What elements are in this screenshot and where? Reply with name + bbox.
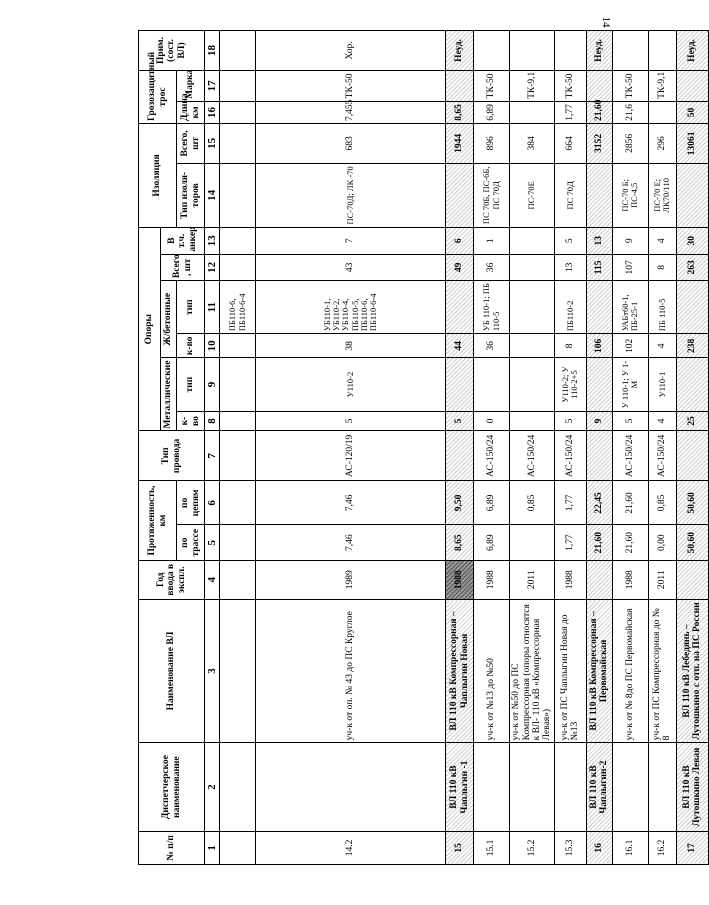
table-cell-c9	[586, 358, 612, 411]
table-cell-c5: 6,89	[474, 525, 510, 560]
header-num: № п/п	[139, 831, 205, 864]
table-cell-c16: 7,455	[256, 101, 446, 123]
table-cell-c13	[220, 227, 256, 254]
table-cell-c12: 43	[256, 254, 446, 281]
table-cell-c13: 9	[612, 227, 648, 254]
table-cell-c11: ПБ110-2	[554, 281, 586, 334]
table-cell-c7	[676, 431, 708, 481]
table-cell-c7: АС-150/24	[612, 431, 648, 481]
table-cell-c16: 21,6	[612, 101, 648, 123]
table-cell-c9	[220, 358, 256, 411]
table-cell-c8: 5	[554, 411, 586, 431]
table-cell-c11	[676, 281, 708, 334]
table-cell-c18: Хор.	[256, 31, 446, 71]
table-row	[648, 31, 676, 865]
table-cell-c1	[220, 831, 256, 864]
table-cell-c9: У110-1	[648, 358, 676, 411]
table-cell-c12: 36	[474, 254, 510, 281]
table-cell-c16	[648, 101, 676, 123]
table-cell-c12: 49	[446, 254, 474, 281]
col-number: 8	[205, 411, 220, 431]
col-number: 14	[205, 163, 220, 227]
table-cell-c10	[510, 334, 555, 358]
col-number: 5	[205, 525, 220, 560]
table-cell-c13	[510, 227, 555, 254]
table-cell-c15: 1944	[446, 123, 474, 163]
table-cell-c18	[220, 31, 256, 71]
header-name: Наименование ВЛ	[139, 599, 205, 743]
table-cell-c3: ВЛ 110 кВ Компрессорная – Первомайская	[586, 599, 612, 743]
table-cell-c14: ПС 70Д	[554, 163, 586, 227]
table-cell-c5	[220, 525, 256, 560]
table-cell-c12	[220, 254, 256, 281]
header-total: Всего , шт	[161, 254, 205, 281]
table-cell-c16	[510, 101, 555, 123]
table-cell-c3: уч-к от ПС Компрессорная до № 8	[648, 599, 676, 743]
table-cell-c17: ТК-50	[256, 70, 446, 101]
table-cell-c4	[586, 560, 612, 599]
table-cell-c7	[446, 431, 474, 481]
table-summary-row	[586, 31, 612, 865]
table-cell-c12: 13	[554, 254, 586, 281]
table-cell-c14: ПС-70Д; ЛК -70	[256, 163, 446, 227]
table-cell-c10: 102	[612, 334, 648, 358]
table-cell-c17	[446, 70, 474, 101]
table-cell-c15: 3152	[586, 123, 612, 163]
table-cell-c14: ПС-70Е	[510, 163, 555, 227]
table-cell-c5	[510, 525, 555, 560]
header-concrete: Ж/бетонные	[161, 281, 177, 358]
table-row	[612, 31, 648, 865]
table-cell-c11: ПБ110-6, ПБ110-6-4	[220, 281, 256, 334]
table-cell-c16: 1,77	[554, 101, 586, 123]
header-year: Год ввода в экспл.	[139, 560, 205, 599]
header-ground-mark: Марка	[177, 70, 205, 101]
col-number: 16	[205, 101, 220, 123]
table-cell-c1: 16.1	[612, 831, 648, 864]
table-cell-c4: 2011	[510, 560, 555, 599]
header-wire: Тип провода	[139, 431, 205, 481]
table-cell-c9	[510, 358, 555, 411]
table-cell-c11	[586, 281, 612, 334]
table-cell-c8	[220, 411, 256, 431]
col-number: 18	[205, 31, 220, 71]
table-cell-c8	[510, 411, 555, 431]
table-cell-c13: 4	[648, 227, 676, 254]
header-anchor: В т.ч. анкер	[161, 227, 205, 254]
table-cell-c9	[474, 358, 510, 411]
table-cell-c10: 4	[648, 334, 676, 358]
table-row	[554, 31, 586, 865]
col-number: 2	[205, 743, 220, 831]
table-cell-c6: 7,46	[256, 481, 446, 525]
table-cell-c16: 50	[676, 101, 708, 123]
table-cell-c14	[446, 163, 474, 227]
table-cell-c17	[676, 70, 708, 101]
table-cell-c13: 30	[676, 227, 708, 254]
table-cell-c7: АС-150/24	[510, 431, 555, 481]
table-cell-c8: 25	[676, 411, 708, 431]
table-cell-c13: 13	[586, 227, 612, 254]
table-cell-c18	[510, 31, 555, 71]
table-cell-c6: 9,50	[446, 481, 474, 525]
table-cell-c9: У110-2	[256, 358, 446, 411]
table-cell-c2: ВЛ 110 кВ Чапльгин -1	[446, 743, 474, 831]
table-cell-c6: 22,45	[586, 481, 612, 525]
table-cell-c6	[220, 481, 256, 525]
table-cell-c4	[676, 560, 708, 599]
table-cell-c4: 1988	[612, 560, 648, 599]
table-summary-row	[676, 31, 708, 865]
table-cell-c13: 7	[256, 227, 446, 254]
header-metal-type: тип	[177, 358, 205, 411]
table-cell-c4: 1989	[256, 560, 446, 599]
table-cell-c2	[220, 743, 256, 831]
table-cell-c2	[554, 743, 586, 831]
table-row	[510, 31, 555, 865]
table-cell-c14: ПС-70 Е; ЛК70/110	[648, 163, 676, 227]
header-len-chain: по цепям	[177, 481, 205, 525]
table-cell-c3: ВЛ 110 кВ Лебедянь – Лутошкино с отп. на ПС России	[676, 599, 708, 743]
table-cell-c3: ВЛ 110 кВ Компрессорная – Чаплыгин Новая	[446, 599, 474, 743]
header-metal-qty: к-во	[177, 411, 205, 431]
table-cell-c12: 263	[676, 254, 708, 281]
table-cell-c7: АС-120/19	[256, 431, 446, 481]
header-length: Протяженность, км	[139, 481, 177, 561]
table-cell-c9: У 110-1; У 1-М	[612, 358, 648, 411]
table-cell-c14	[676, 163, 708, 227]
table-cell-c7: АС-150/24	[474, 431, 510, 481]
table-row	[474, 31, 510, 865]
table-cell-c15	[220, 123, 256, 163]
table-cell-c5: 21,60	[612, 525, 648, 560]
table-cell-c5: 50,60	[676, 525, 708, 560]
table-cell-c12: 115	[586, 254, 612, 281]
table-summary-row	[446, 31, 474, 865]
table-cell-c7: АС-150/24	[554, 431, 586, 481]
table-cell-c10: 38	[256, 334, 446, 358]
table-cell-c15: 13061	[676, 123, 708, 163]
table-cell-c10: 238	[676, 334, 708, 358]
table-cell-c11: УАБт60-1, ПБ-25-1	[612, 281, 648, 334]
header-ins-total: Всего, шт	[177, 123, 205, 163]
table-cell-c10: 106	[586, 334, 612, 358]
table-cell-c6: 1,77	[554, 481, 586, 525]
rotated-table-wrapper	[138, 30, 703, 865]
table-cell-c13: 5	[554, 227, 586, 254]
table-cell-c2	[612, 743, 648, 831]
table-cell-c10	[220, 334, 256, 358]
col-number: 6	[205, 481, 220, 525]
table-cell-c6: 0,85	[648, 481, 676, 525]
table-cell-c18	[474, 31, 510, 71]
table-cell-c2: ВЛ 110 кВ Чаплыгин-2	[586, 743, 612, 831]
table-cell-c14: ПС 70Б, ПС-6Б, ПС 70Д	[474, 163, 510, 227]
table-cell-c5: 0,00	[648, 525, 676, 560]
table-cell-c15: 683	[256, 123, 446, 163]
power-lines-table	[138, 30, 709, 865]
col-number: 1	[205, 831, 220, 864]
table-cell-c3: уч-к от №13 до №50	[474, 599, 510, 743]
table-cell-c1: 16	[586, 831, 612, 864]
header-supports: Опоры	[139, 227, 161, 431]
table-cell-c2	[510, 743, 555, 831]
table-cell-c15: 384	[510, 123, 555, 163]
table-cell-c3	[220, 599, 256, 743]
table-cell-c15: 296	[648, 123, 676, 163]
table-cell-c11: ПБ 110-5	[648, 281, 676, 334]
table-cell-c7	[586, 431, 612, 481]
table-cell-c3: уч-к от оп. № 43 до ПС Круглое	[256, 599, 446, 743]
table-cell-c10: 8	[554, 334, 586, 358]
header-len-route: по трассе	[177, 525, 205, 560]
table-cell-c12: 8	[648, 254, 676, 281]
table-cell-c1: 15.2	[510, 831, 555, 864]
table-cell-c6: 50,60	[676, 481, 708, 525]
header-dispatch: Диспетчерское наименование	[139, 743, 205, 831]
header-ground-len: Длина, км	[177, 101, 205, 123]
table-cell-c1: 15	[446, 831, 474, 864]
col-number: 3	[205, 599, 220, 743]
table-cell-c12	[510, 254, 555, 281]
table-cell-c18	[612, 31, 648, 71]
table-cell-c3: уч-к от ПС Чаплыгин Новая до №13	[554, 599, 586, 743]
header-concrete-type: тип	[177, 281, 205, 334]
table-cell-c9	[446, 358, 474, 411]
table-cell-c1: 16.2	[648, 831, 676, 864]
table-cell-c5: 1,77	[554, 525, 586, 560]
table-cell-c3: уч-к от № 8до ПС Первомайская	[612, 599, 648, 743]
table-cell-c14	[220, 163, 256, 227]
header-note: Прим. (сост. ВЛ)	[139, 31, 205, 71]
table-cell-c4: 1988	[474, 560, 510, 599]
table-cell-c6: 21,60	[612, 481, 648, 525]
table-cell-c17	[220, 70, 256, 101]
table-cell-c11	[446, 281, 474, 334]
table-cell-c17: ТК-50	[554, 70, 586, 101]
table-cell-c2	[648, 743, 676, 831]
col-number: 13	[205, 227, 220, 254]
column-number-row	[205, 31, 220, 865]
table-cell-c10: 44	[446, 334, 474, 358]
table-cell-c2	[474, 743, 510, 831]
table-cell-c18: Неуд.	[586, 31, 612, 71]
table-cell-c2	[256, 743, 446, 831]
header-ins-type: Тип изоля-торов	[177, 163, 205, 227]
table-cell-c1: 17	[676, 831, 708, 864]
table-cell-c6: 6,89	[474, 481, 510, 525]
table-cell-c16: 21,60	[586, 101, 612, 123]
table-cell-c11: УБ110-1, УБ110-2, УБ110-4, ПБ110-5, ПБ110-6, ПБ110-6-4	[256, 281, 446, 334]
table-cell-c16: 6,89	[474, 101, 510, 123]
table-cell-c9: У110-2; У 110-2+5	[554, 358, 586, 411]
table-cell-c14	[586, 163, 612, 227]
col-number: 10	[205, 334, 220, 358]
table-cell-c2: ВЛ 110 кВ Лутошкино Левая	[676, 743, 708, 831]
header-ground: Грозозащитный трос	[139, 70, 177, 123]
col-number: 4	[205, 560, 220, 599]
col-number: 7	[205, 431, 220, 481]
table-cell-c17: ТК-50	[612, 70, 648, 101]
table-cell-c4	[220, 560, 256, 599]
table-cell-c5: 21,60	[586, 525, 612, 560]
table-cell-c18: Неуд.	[446, 31, 474, 71]
table-cell-c14: ПС-70 Б; ПС-4,5	[612, 163, 648, 227]
table-cell-c8: 9	[586, 411, 612, 431]
table-cell-c18	[648, 31, 676, 71]
table-cell-c15: 2856	[612, 123, 648, 163]
table-cell-c12: 107	[612, 254, 648, 281]
table-cell-c1: 14.2	[256, 831, 446, 864]
table-cell-c18: Неуд.	[676, 31, 708, 71]
header-insulation: Изоляция	[139, 123, 177, 227]
table-cell-c8: 0	[474, 411, 510, 431]
col-number: 12	[205, 254, 220, 281]
table-cell-c3: уч-к от №50 до ПС Компрессорная (опоры относятся к ВЛ- 110 кВ «Компрессорная Левая»)	[510, 599, 555, 743]
table-cell-c4: 2011	[648, 560, 676, 599]
table-row	[256, 31, 446, 865]
table-cell-c13: 1	[474, 227, 510, 254]
table-cell-c17: ТК-9,1	[510, 70, 555, 101]
table-cell-c8: 4	[648, 411, 676, 431]
table-body	[220, 31, 709, 865]
table-cell-c15: 664	[554, 123, 586, 163]
table-cell-c9	[676, 358, 708, 411]
table-cell-c11	[510, 281, 555, 334]
table-cell-c1: 15.3	[554, 831, 586, 864]
col-number: 17	[205, 70, 220, 101]
table-stage	[138, 30, 703, 865]
table-cell-c7: АС-150/24	[648, 431, 676, 481]
table-cell-c5: 8,65	[446, 525, 474, 560]
table-cell-c16: 8,65	[446, 101, 474, 123]
table-row	[220, 31, 256, 865]
table-cell-c8: 5	[612, 411, 648, 431]
col-number: 11	[205, 281, 220, 334]
table-cell-c4: 1988	[446, 560, 474, 599]
header-metal: Металлические	[161, 358, 177, 431]
table-cell-c16	[220, 101, 256, 123]
table-cell-c8: 5	[446, 411, 474, 431]
table-cell-c8: 5	[256, 411, 446, 431]
table-cell-c10: 36	[474, 334, 510, 358]
header-concrete-qty: к-во	[177, 334, 205, 358]
table-cell-c15: 896	[474, 123, 510, 163]
table-cell-c6: 0,85	[510, 481, 555, 525]
table-cell-c13: 6	[446, 227, 474, 254]
col-number: 9	[205, 358, 220, 411]
table-cell-c18	[554, 31, 586, 71]
page-number: 14	[600, 16, 612, 28]
table-cell-c5: 7,46	[256, 525, 446, 560]
table-cell-c1: 15.1	[474, 831, 510, 864]
table-cell-c7	[220, 431, 256, 481]
table-cell-c4: 1988	[554, 560, 586, 599]
table-cell-c17: ТК-50	[474, 70, 510, 101]
table-cell-c17: ТК-9,1	[648, 70, 676, 101]
col-number: 15	[205, 123, 220, 163]
table-cell-c11: УБ 110-1; ПБ 110-5	[474, 281, 510, 334]
table-cell-c17	[586, 70, 612, 101]
